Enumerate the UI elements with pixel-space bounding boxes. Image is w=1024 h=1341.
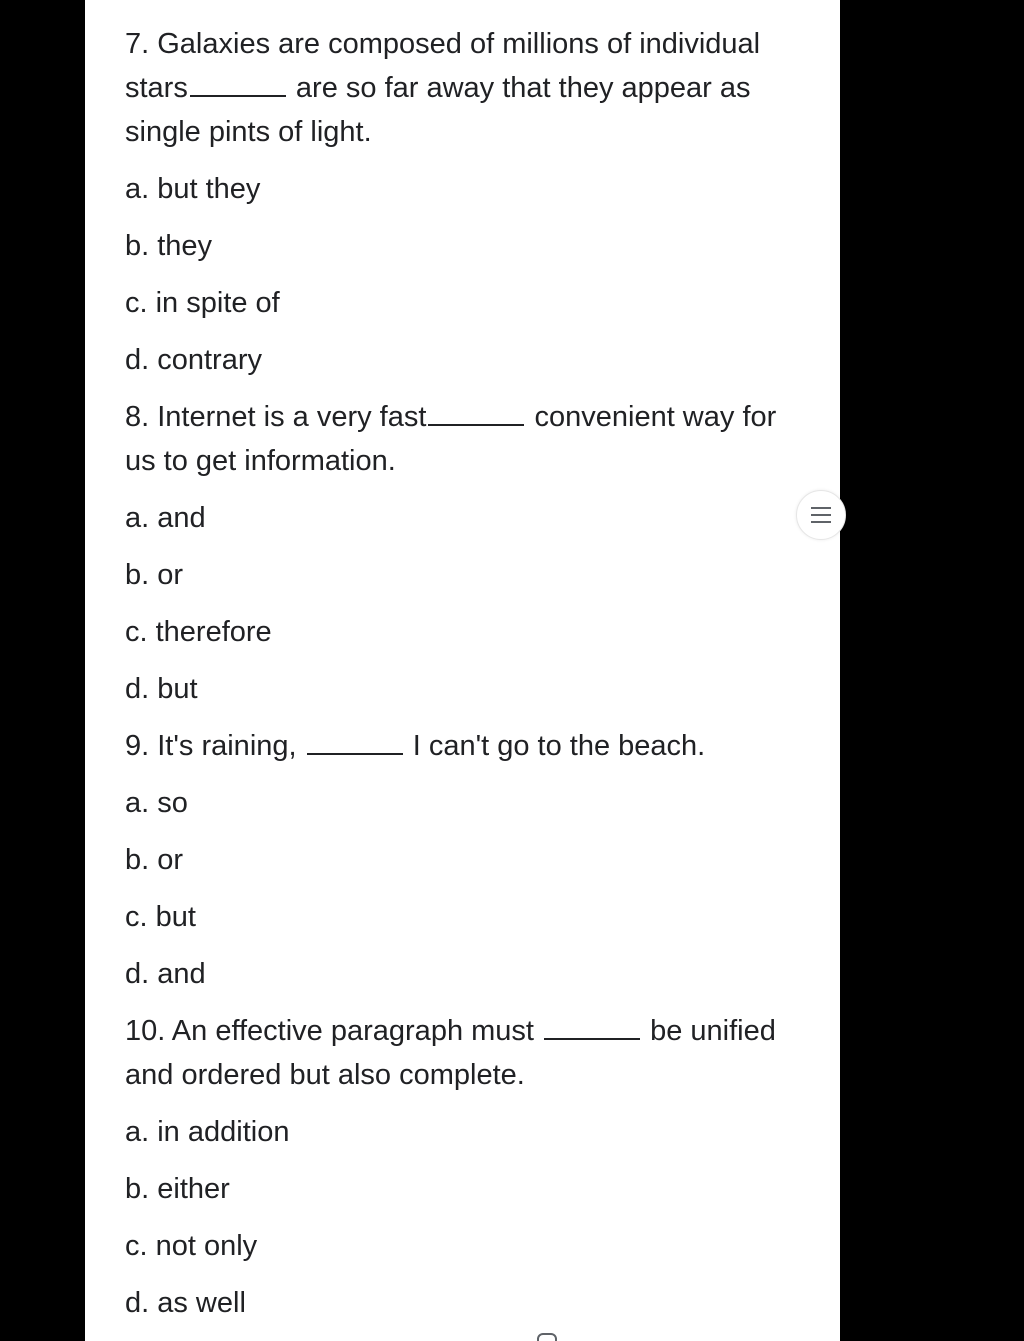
rounded-handle-icon <box>537 1333 557 1341</box>
question-10 <box>125 1009 805 1097</box>
option-9b: b. or <box>125 844 184 876</box>
quiz-content <box>125 22 805 1338</box>
question-text-after: convenient way for us to get information. <box>125 401 777 477</box>
option-7b: b. they <box>125 230 213 262</box>
option-10d: d. as well <box>125 1287 246 1319</box>
option-8d: d. but <box>125 673 198 705</box>
document-page <box>85 0 840 1341</box>
option-8c: c. therefore <box>125 616 272 648</box>
question-number: 9. <box>125 730 150 762</box>
option-8a: a. and <box>125 502 206 534</box>
option-10c: c. not only <box>125 1230 258 1262</box>
option-7d: d. contrary <box>125 344 262 376</box>
question-text-after: be unified and ordered but also complete. <box>125 1015 776 1091</box>
option-9c: c. but <box>125 901 196 933</box>
answer-blank <box>428 400 524 426</box>
option-10b: b. either <box>125 1173 230 1205</box>
question-text-before: It's raining, <box>157 730 297 762</box>
option-7c: c. in spite of <box>125 287 280 319</box>
question-text-before: Internet is a very fast <box>157 401 427 433</box>
option-9a: a. so <box>125 787 188 819</box>
option-8b: b. or <box>125 559 184 591</box>
question-7 <box>125 22 805 154</box>
side-menu-handle[interactable] <box>796 490 846 540</box>
question-number: 7. <box>125 28 150 60</box>
question-text-after: I can't go to the beach. <box>412 730 706 762</box>
answer-blank <box>544 1014 640 1040</box>
question-number: 8. <box>125 401 150 433</box>
question-text-before: An effective paragraph must <box>171 1015 534 1047</box>
question-8 <box>125 395 805 483</box>
menu-icon <box>811 507 831 523</box>
answer-blank <box>307 729 403 755</box>
question-number: 10. <box>125 1015 166 1047</box>
option-7a: a. but they <box>125 173 261 205</box>
question-9 <box>125 724 805 768</box>
question-text-after: are so far away that they appear as single pints of light. <box>125 72 751 148</box>
option-10a: a. in addition <box>125 1116 290 1148</box>
option-9d: d. and <box>125 958 206 990</box>
question-text-before: Galaxies are composed of millions of individual stars <box>125 28 761 104</box>
answer-blank <box>190 71 286 97</box>
